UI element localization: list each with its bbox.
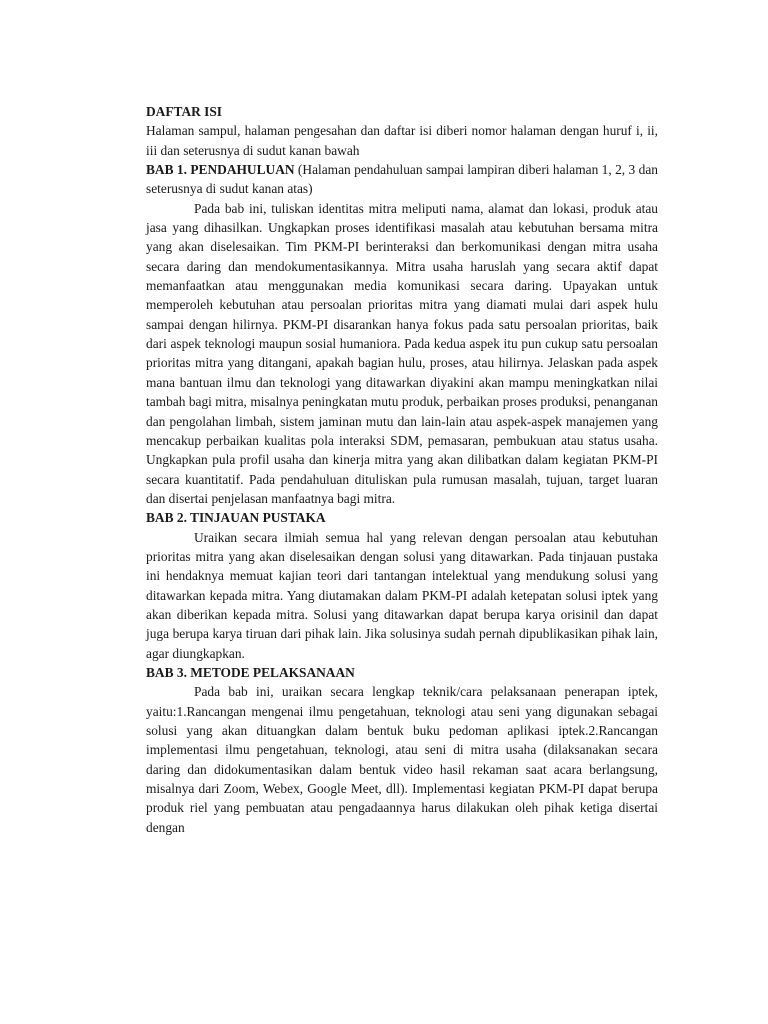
document-page (146, 102, 658, 837)
bab1-heading-line (146, 160, 658, 199)
toc-title: DAFTAR ISI (146, 104, 223, 119)
bab3-body: Pada bab ini, uraikan secara lengkap teknik/cara pelaksanaan penerapan iptek, yaitu:1.Rancangan mengenai ilmu pengetahuan, teknologi atau seni yang digunakan sebagai solusi yang akan dituangkan dalam bentuk buku pedoman aplikasi iptek.2.Rancangan implementasi ilmu pengetahuan, teknologi, atau seni di mitra usaha (dilaksanakan secara daring dan didokumentasikan dalam bentuk video hasil rekaman saat acara berlangsung, misalnya dari Zoom, Webex, Google Meet, dll). Implementasi kegiatan PKM-PI dapat berupa produk riel yang pembuatan atau pengadaannya harus dilakukan oleh pihak ketiga disertai dengan (146, 684, 658, 835)
bab1-title-note: (Halaman pendahuluan sampai lampiran diberi halaman 1, 2, 3 dan seterusnya di sudut kanan atas) (146, 162, 658, 197)
bab3-title: BAB 3. METODE PELAKSANAAN (146, 664, 355, 680)
bab2-body: Uraikan secara ilmiah semua hal yang relevan dengan persoalan atau kebutuhan prioritas mitra yang akan diselesaikan dengan solusi yang ditawarkan. Pada tinjauan pustaka ini hendaknya memuat kajian teori dari tantangan intelektual yang mendukung solusi yang ditawarkan kepada mitra. Yang diutamakan dalam PKM-PI adalah ketepatan solusi iptek yang akan diberikan kepada mitra. Solusi yang ditawarkan dapat berupa karya orisinil dan dapat juga berupa karya tiruan dari pihak lain. Jika solusinya sudah pernah dipublikasikan pihak lain, agar diungkapkan. (146, 529, 658, 661)
bab1-title: BAB 1. PENDAHULUAN (146, 162, 295, 178)
bab2-title: BAB 2. TINJAUAN PUSTAKA (146, 510, 326, 526)
bab1-body: Pada bab ini, tuliskan identitas mitra meliputi nama, alamat dan lokasi, produk atau jasa yang dihasilkan. Ungkapkan proses identifikasi masalah atau kebutuhan bersama mitra yang akan diselesaikan. Tim PKM-PI berinteraksi dan berkomunikasi dengan mitra usaha secara daring dan mendokumentasikannya. Mitra usaha haruslah yang secara aktif dapat memanfaatkan atau menggunakan media komunikasi secara daring. Upayakan untuk memperoleh kebutuhan atau persoalan prioritas mitra yang diamati mulai dari aspek hulu sampai dengan hilirnya. PKM-PI disarankan hanya fokus pada satu persoalan prioritas, baik dari aspek teknologi maupun sosial humaniora. Pada kedua aspek itu pun cukup satu persoalan prioritas mitra yang ditangani, apakah bagian hulu, proses, atau hilirnya. Jelaskan pada aspek mana bantuan ilmu dan teknologi yang ditawarkan diyakini akan mampu meningkatkan nilai tambah bagi mitra, misalnya peningkatan mutu produk, perbaikan proses produksi, penanganan dan pengolahan limbah, sistem jaminan mutu dan lain-lain atau aspek-aspek manajemen yang mencakup perbaikan kualitas pola interaksi SDM, pemasaran, pembukuan atau status usaha. Ungkapkan pula profil usaha dan kinerja mitra yang akan dilibatkan dalam kegiatan PKM-PI secara kuantitatif. Pada pendahuluan dituliskan pula rumusan masalah, tujuan, target luaran dan disertai penjelasan manfaatnya bagi mitra. (146, 200, 658, 506)
toc-intro: Halaman sampul, halaman pengesahan dan daftar isi diberi nomor halaman dengan huruf i, ii, iii dan seterusnya di sudut kanan bawah (146, 123, 658, 158)
